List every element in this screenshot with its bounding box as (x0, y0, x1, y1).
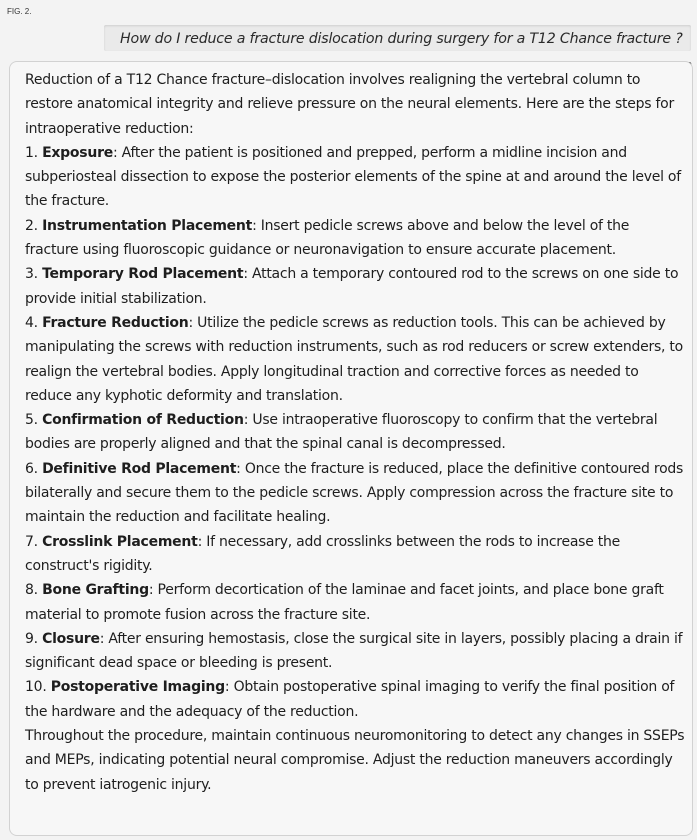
step-text: : After ensuring hemostasis, close the surgical site in layers, possibly placing a drain if significant dead space or bleeding is present. (25, 630, 683, 672)
step-number: 8. (25, 582, 38, 599)
step-text: : Attach a temporary contoured rod to the screws on one side to provide initial stabilization. (25, 266, 679, 307)
step-item (25, 408, 686, 457)
step-item (25, 627, 686, 676)
step-title: Instrumentation Placement (42, 217, 253, 234)
step-item (25, 141, 686, 214)
answer-bubble (9, 61, 693, 836)
answer-intro: Reduction of a T12 Chance fracture–dislocation involves realigning the vertebral column to restore anatomical integrity and relieve pressure on the neural elements. Here are the steps for intraoperative reduction: (25, 72, 675, 137)
step-number: 6. (25, 460, 38, 477)
step-title: Crosslink Placement (42, 533, 198, 550)
step-text: : If necessary, add crosslinks between the rods to increase the construct's rigidity. (25, 533, 621, 574)
step-item (25, 675, 686, 724)
step-item (25, 457, 686, 530)
step-title: Exposure (42, 144, 113, 161)
step-title: Bone Grafting (42, 582, 149, 599)
step-title: Postoperative Imaging (50, 679, 225, 696)
step-number: 3. (25, 266, 38, 283)
step-text: : Obtain postoperative spinal imaging to verify the final position of the hardware and the adequacy of the reduction. (25, 679, 675, 720)
step-title: Fracture Reduction (42, 314, 189, 331)
step-number: 4. (25, 314, 38, 331)
step-number: 9. (25, 630, 38, 647)
step-title: Confirmation of Reduction (42, 412, 244, 429)
step-item (25, 311, 686, 408)
figure-label: FIG. 2. (7, 7, 32, 16)
step-item (25, 214, 686, 263)
answer-conclusion: Throughout the procedure, maintain continuous neuromonitoring to detect any changes in SSEPs and MEPs, indicating potential neural compromise. Adjust the reduction maneuvers accordingly to prevent iatrogenic injury. (25, 728, 685, 793)
step-item (25, 262, 686, 311)
step-item (25, 530, 686, 579)
step-number: 2. (25, 217, 38, 234)
step-item (25, 578, 686, 627)
step-number: 1. (25, 144, 38, 161)
step-text: : Insert pedicle screws above and below the level of the fracture using fluoroscopic guidance or neuronavigation to ensure accurate placement. (25, 217, 630, 259)
step-text: : After the patient is positioned and prepped, perform a midline incision and subperiosteal dissection to expose the posterior elements of the spine at and around the level of the fracture. (25, 144, 681, 210)
step-title: Definitive Rod Placement (42, 460, 237, 477)
step-number: 10. (25, 679, 47, 696)
step-number: 5. (25, 412, 38, 429)
step-text: : Utilize the pedicle screws as reduction tools. This can be achieved by manipulating the screws with reduction instruments, such as rod reducers or screw extenders, to realign the vertebral bodies. Apply longitudinal traction and corrective forces as needed to reduce any kyphotic deformity and translation. (25, 314, 683, 404)
step-text: : Perform decortication of the laminae and facet joints, and place bone graft material to promote fusion across the fracture site. (25, 582, 664, 623)
step-number: 7. (25, 533, 38, 550)
step-text: : Once the fracture is reduced, place the definitive contoured rods bilaterally and secure them to the pedicle screws. Apply compression across the fracture site to maintain the reduction and facilitate healing. (25, 460, 684, 526)
question-bubble (104, 25, 691, 51)
step-title: Closure (42, 630, 100, 647)
step-title: Temporary Rod Placement (42, 266, 244, 283)
answer-text (25, 68, 686, 797)
step-text: : Use intraoperative fluoroscopy to confirm that the vertebral bodies are properly aligned and that the spinal canal is decompressed. (25, 412, 658, 453)
question-text: How do I reduce a fracture dislocation during surgery for a T12 Chance fracture ? (120, 31, 683, 47)
